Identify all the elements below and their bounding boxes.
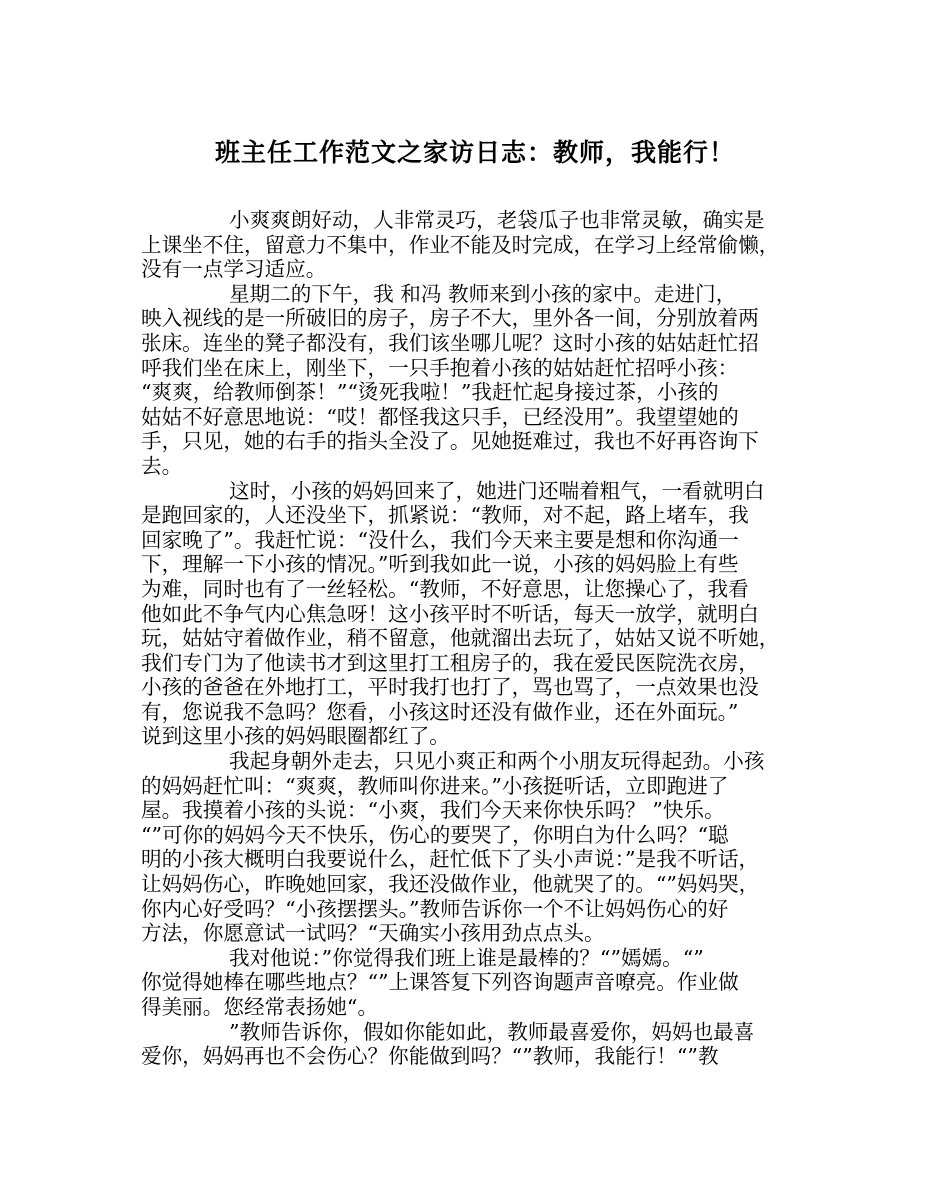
paragraph-line: 手，只见，她的右手的指头全没了。见她挺难过，我也不好再咨询下 [141, 429, 759, 454]
document-body [141, 208, 824, 1069]
paragraph-line: 屋。我摸着小孩的头说：“小爽，我们今天来你快乐吗？ ”快乐。 [141, 798, 725, 823]
paragraph-line: 为难，同时也有了一丝轻松。“教师，不好意思，让您操心了，我看 [141, 576, 749, 601]
paragraph-line: 让妈妈伤心，昨晚她回家，我还没做作业，他就哭了的。“”妈妈哭， [141, 872, 760, 897]
paragraph-line: 上课坐不住，留意力不集中，作业不能及时完成，在学习上经常偷懒， [141, 232, 780, 257]
document-title: 班主任工作范文之家访日志：教师，我能行！ [214, 138, 735, 167]
paragraph-line: 明的小孩大概明白我要说什么，赶忙低下了头小声说：”是我不听话， [141, 847, 760, 872]
paragraph-line: 去。 [141, 453, 183, 478]
paragraph-first-line: 小爽爽朗好动，人非常灵巧，老袋瓜子也非常灵敏，确实是 [229, 208, 765, 232]
paragraph-first-line: 我对他说：”你觉得我们班上谁是最棒的？“”嫣嫣。“” [229, 945, 704, 970]
paragraph-line: “”可你的妈妈今天不快乐，伤心的要哭了，你明白为什么吗？“聪 [141, 822, 729, 847]
paragraph-line: 映入视线的是一所破旧的房子，房子不大，里外各一间，分别放着两 [141, 306, 759, 331]
paragraph-line: 的妈妈赶忙叫：“爽爽，教师叫你进来。”小孩挺听话，立即跑进了 [141, 773, 729, 798]
paragraph-first-line: 我起身朝外走去，只见小爽正和两个小朋友玩得起劲。小孩 [229, 749, 765, 774]
paragraph-line: 回家晚了”。我赶忙说：“没什么，我们今天来主要是想和你沟通一 [141, 527, 739, 552]
paragraph-line: 我们专门为了他读书才到这里打工租房子的，我在爱民医院洗衣房， [141, 650, 759, 675]
paragraph-line: 小孩的爸爸在外地打工，平时我打也打了，骂也骂了，一点效果也没 [141, 675, 759, 700]
paragraph-line: 你内心好受吗？“小孩摆摆头。”教师告诉你一个不让妈妈伤心的好 [141, 896, 729, 921]
paragraph-line: 你觉得她棒在哪些地点？“”上课答复下列咨询题声音嘹亮。作业做 [141, 970, 739, 995]
paragraph-line: 说到这里小孩的妈妈眼圈都红了。 [141, 724, 450, 749]
paragraph-line: 方法，你愿意试一试吗？“天确实小孩用劲点点头。 [141, 921, 605, 946]
paragraph-line: 张床。连坐的凳子都没有，我们该坐哪儿呢？这时小孩的姑姑赶忙招 [141, 330, 759, 355]
paragraph-line: 爱你，妈妈再也不会伤心？你能做到吗？“”教师，我能行！“”教 [141, 1044, 719, 1069]
paragraph-line: 得美丽。您经常表扬她“。 [141, 995, 379, 1019]
paragraph-line: 他如此不争气内心焦急呀！这小孩平时不听话，每天一放学，就明白 [141, 601, 759, 626]
paragraph-first-line: ”教师告诉你，假如你能如此，教师最喜爱你，妈妈也最喜 [229, 1019, 755, 1044]
paragraph-line: 下，理解一下小孩的情况。”听到我如此一说，小孩的妈妈脸上有些 [141, 552, 739, 577]
paragraph-line: 有，您说我不急吗？您看，小孩这时还没有做作业，还在外面玩。” [141, 699, 739, 724]
paragraph-line: 没有一点学习适应。 [141, 257, 327, 282]
paragraph-line: 姑姑不好意思地说：“哎！都怪我这只手，已经没用”。我望望她的 [141, 404, 739, 429]
paragraph-line: “爽爽，给教师倒茶！”“烫死我啦！”我赶忙起身接过茶，小孩的 [141, 380, 719, 405]
paragraph-line: 呼我们坐在床上，刚坐下，一只手抱着小孩的姑姑赶忙招呼小孩： [141, 355, 739, 380]
paragraph-line: 玩，姑姑守着做作业，稍不留意，他就溜出去玩了，姑姑又说不听她， [141, 626, 780, 651]
paragraph-line: 是跑回家的，人还没坐下，抓紧说：“教师，对不起，路上堵车，我 [141, 503, 749, 528]
paragraph-first-line: 这时，小孩的妈妈回来了，她进门还喘着粗气，一看就明白 [229, 478, 765, 503]
paragraph-first-line: 星期二的下午，我 和冯 教师来到小孩的家中。走进门， [229, 281, 737, 306]
